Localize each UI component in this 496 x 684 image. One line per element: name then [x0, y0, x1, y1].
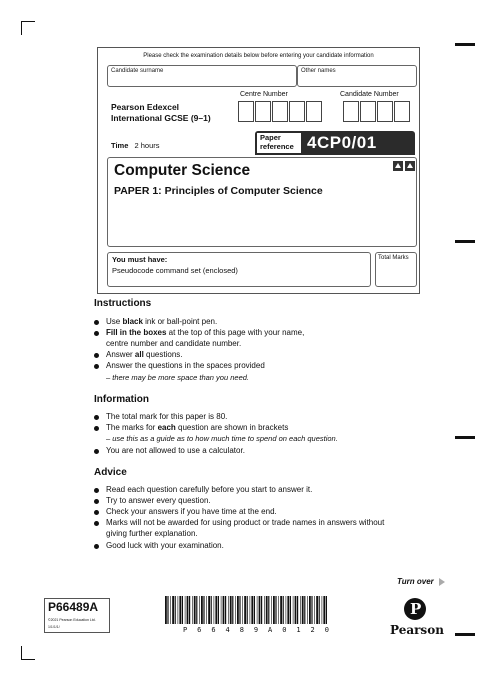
barcode-bar	[225, 596, 226, 624]
barcode-bar	[208, 596, 210, 624]
barcode-bar	[206, 596, 207, 624]
barcode-bar	[185, 596, 186, 624]
barcode-bar	[218, 596, 219, 624]
barcode-bar	[273, 596, 275, 624]
barcode-bar	[182, 596, 183, 624]
barcode-bar	[254, 596, 255, 624]
barcode-bar	[192, 596, 193, 624]
margin-bar	[455, 633, 475, 636]
barcode-bar	[302, 596, 304, 624]
advice-heading: Advice	[94, 467, 127, 478]
centre-number-digit[interactable]	[238, 101, 254, 122]
bullet-icon	[94, 488, 99, 493]
barcode-bar	[247, 596, 248, 624]
list-sub-note: – use this as a guide as to how much time to spend on each question.	[106, 434, 338, 443]
bullet-icon	[94, 353, 99, 358]
list-item-text: Use black ink or ball-point pen.	[106, 317, 218, 326]
barcode-bar	[259, 596, 261, 624]
barcode-bar	[228, 596, 229, 624]
barcode-bar	[187, 596, 189, 624]
crop-mark-bottom-left-v	[21, 646, 22, 660]
barcode-bar	[179, 596, 181, 624]
total-marks-box[interactable]	[375, 252, 417, 287]
barcode-bar	[221, 596, 222, 624]
barcode-bar	[214, 596, 215, 624]
other-names-label: Other names	[301, 68, 336, 74]
bullet-icon	[94, 544, 99, 549]
barcode-bar	[323, 596, 325, 624]
barcode-bar	[316, 596, 318, 624]
list-item-text: Fill in the boxes at the top of this page with your name,	[106, 328, 305, 337]
crop-mark-bottom-left-h	[21, 659, 35, 660]
barcode-image	[165, 596, 329, 624]
barcode-bar	[257, 596, 258, 624]
barcode-bar	[189, 596, 190, 624]
barcode-digit: 0	[324, 626, 329, 634]
information-heading: Information	[94, 394, 149, 405]
barcode-digit: 6	[197, 626, 202, 634]
barcode-bar	[199, 596, 200, 624]
barcode-bar	[215, 596, 217, 624]
barcode-bar	[283, 596, 284, 624]
margin-bar	[455, 43, 475, 46]
list-item-text: Try to answer every question.	[106, 496, 211, 505]
barcode-digit: 6	[211, 626, 216, 634]
barcode-bar	[175, 596, 176, 624]
barcode-bar	[307, 596, 308, 624]
barcode-bar	[170, 596, 171, 624]
barcode-bar	[314, 596, 315, 624]
barcode-number	[183, 626, 329, 634]
barcode-bar	[309, 596, 311, 624]
list-item-text: The total mark for this paper is 80.	[106, 412, 228, 421]
barcode-bar	[275, 596, 276, 624]
barcode-digit: 1	[296, 626, 301, 634]
centre-number-digit[interactable]	[272, 101, 288, 122]
must-have-item: Pseudocode command set (enclosed)	[112, 266, 238, 275]
board-line-2: International GCSE (9–1)	[111, 113, 211, 123]
barcode-bar	[239, 596, 240, 624]
check-details-note: Please check the examination details below before entering your candidate information	[143, 53, 374, 59]
barcode-bar	[319, 596, 320, 624]
barcode-bar	[304, 596, 305, 624]
barcode-bar	[165, 596, 167, 624]
centre-number-label: Centre Number	[240, 91, 288, 98]
list-item-text: You are not allowed to use a calculator.	[106, 446, 245, 455]
surname-label: Candidate surname	[111, 68, 164, 74]
candidate-number-digit[interactable]	[360, 101, 376, 122]
barcode-bar	[264, 596, 265, 624]
bullet-icon	[94, 510, 99, 515]
barcode-digit: 8	[239, 626, 244, 634]
paper-prefix: PAPER 1:	[114, 185, 162, 197]
list-item-text: Answer all questions.	[106, 350, 183, 359]
barcode-bar	[167, 596, 168, 624]
bullet-icon	[94, 364, 99, 369]
candidate-details-frame	[97, 47, 420, 294]
barcode-bar	[201, 596, 203, 624]
barcode-digit: A	[268, 626, 273, 634]
bullet-icon	[94, 499, 99, 504]
total-marks-label: Total Marks	[378, 255, 409, 261]
copyright-note: ©2021 Pearson Education Ltd.	[48, 618, 96, 622]
barcode-bar	[242, 596, 243, 624]
barcode-bar	[322, 596, 323, 624]
bullet-icon	[94, 426, 99, 431]
exam-board	[111, 102, 211, 124]
print-reference: 1/1/1/1/	[48, 625, 60, 629]
barcode-digit: 9	[253, 626, 259, 634]
centre-number-digit[interactable]	[255, 101, 271, 122]
subject-title: Computer Science	[114, 162, 251, 179]
must-have-box	[107, 252, 371, 287]
triangle-icon	[405, 161, 415, 171]
triangle-icon	[393, 161, 403, 171]
barcode-bar	[286, 596, 287, 624]
turn-over-label: Turn over	[397, 577, 434, 586]
barcode-bar	[293, 596, 294, 624]
barcode-bar	[271, 596, 272, 624]
candidate-number-digit[interactable]	[377, 101, 393, 122]
centre-number-digit[interactable]	[306, 101, 322, 122]
barcode-bar	[261, 596, 262, 624]
barcode-bar	[295, 596, 297, 624]
barcode-bar	[178, 596, 179, 624]
barcode-bar	[300, 596, 301, 624]
candidate-number-digit[interactable]	[394, 101, 410, 122]
candidate-number-label: Candidate Number	[340, 91, 399, 98]
barcode-digit: 4	[225, 626, 230, 634]
barcode-bar	[196, 596, 197, 624]
barcode-bar	[297, 596, 298, 624]
paper-title	[114, 185, 323, 197]
paper-reference	[255, 131, 415, 155]
list-item-text: giving further explanation.	[106, 529, 198, 538]
candidate-number-digit[interactable]	[343, 101, 359, 122]
barcode-bar	[244, 596, 246, 624]
barcode-bar	[211, 596, 212, 624]
barcode-bar	[268, 596, 269, 624]
barcode-bar	[194, 596, 196, 624]
other-names-box[interactable]	[297, 65, 417, 87]
title-box	[107, 157, 417, 247]
barcode-bar	[172, 596, 174, 624]
paper-code: P66489A	[48, 600, 99, 614]
time-label: Time	[111, 141, 129, 150]
barcode-bar	[250, 596, 251, 624]
paper-name: Principles of Computer Science	[164, 185, 323, 197]
list-item-text: Read each question carefully before you start to answer it.	[106, 485, 313, 494]
pearson-logo-icon	[404, 598, 426, 620]
list-item-text: centre number and candidate number.	[106, 339, 242, 348]
bullet-icon	[94, 320, 99, 325]
barcode-digit: 0	[282, 626, 287, 634]
time-allowed	[111, 141, 160, 150]
barcode-bar	[266, 596, 268, 624]
paper-reference-label	[257, 133, 301, 153]
paper-reference-label-line2: reference	[260, 141, 294, 151]
bullet-icon	[94, 415, 99, 420]
arrow-right-icon	[439, 578, 445, 586]
barcode-digit: 2	[310, 626, 315, 634]
paper-reference-label-line1: Paper	[260, 133, 281, 142]
margin-bar	[455, 436, 475, 439]
crop-mark-top-left-v	[21, 21, 22, 35]
barcode-bar	[223, 596, 225, 624]
list-item-text: Marks will not be awarded for using product or trade names in answers without	[106, 518, 385, 527]
barcode-bar	[311, 596, 312, 624]
instructions-heading: Instructions	[94, 298, 152, 309]
barcode-bar	[251, 596, 253, 624]
barcode-bar	[232, 596, 233, 624]
list-sub-note: – there may be more space than you need.	[106, 373, 250, 382]
barcode-bar	[326, 596, 327, 624]
list-item-text: Check your answers if you have time at the end.	[106, 507, 277, 516]
barcode-bar	[278, 596, 279, 624]
pearson-logo-word: Pearson	[390, 623, 444, 637]
barcode-digit: P	[183, 626, 188, 634]
paper-reference-code: 4CP0/01	[307, 133, 377, 152]
list-item-text: Good luck with your examination.	[106, 541, 224, 550]
must-have-heading: You must have:	[112, 255, 168, 264]
barcode-bar	[237, 596, 239, 624]
surname-box[interactable]	[107, 65, 297, 87]
centre-number-digit[interactable]	[289, 101, 305, 122]
list-item-text: Answer the questions in the spaces provided	[106, 361, 265, 370]
list-item-text: The marks for each question are shown in brackets	[106, 423, 289, 432]
barcode-bar	[280, 596, 282, 624]
bullet-icon	[94, 521, 99, 526]
board-line-1: Pearson Edexcel	[111, 102, 180, 112]
bullet-icon	[94, 449, 99, 454]
barcode-bar	[290, 596, 291, 624]
crop-mark-top-left-h	[21, 21, 35, 22]
barcode-bar	[235, 596, 236, 624]
barcode-bar	[287, 596, 289, 624]
paper-code-box	[44, 598, 110, 633]
barcode-bar	[230, 596, 232, 624]
time-value: 2 hours	[134, 141, 160, 150]
margin-bar	[455, 240, 475, 243]
barcode-bar	[203, 596, 204, 624]
bullet-icon	[94, 331, 99, 336]
